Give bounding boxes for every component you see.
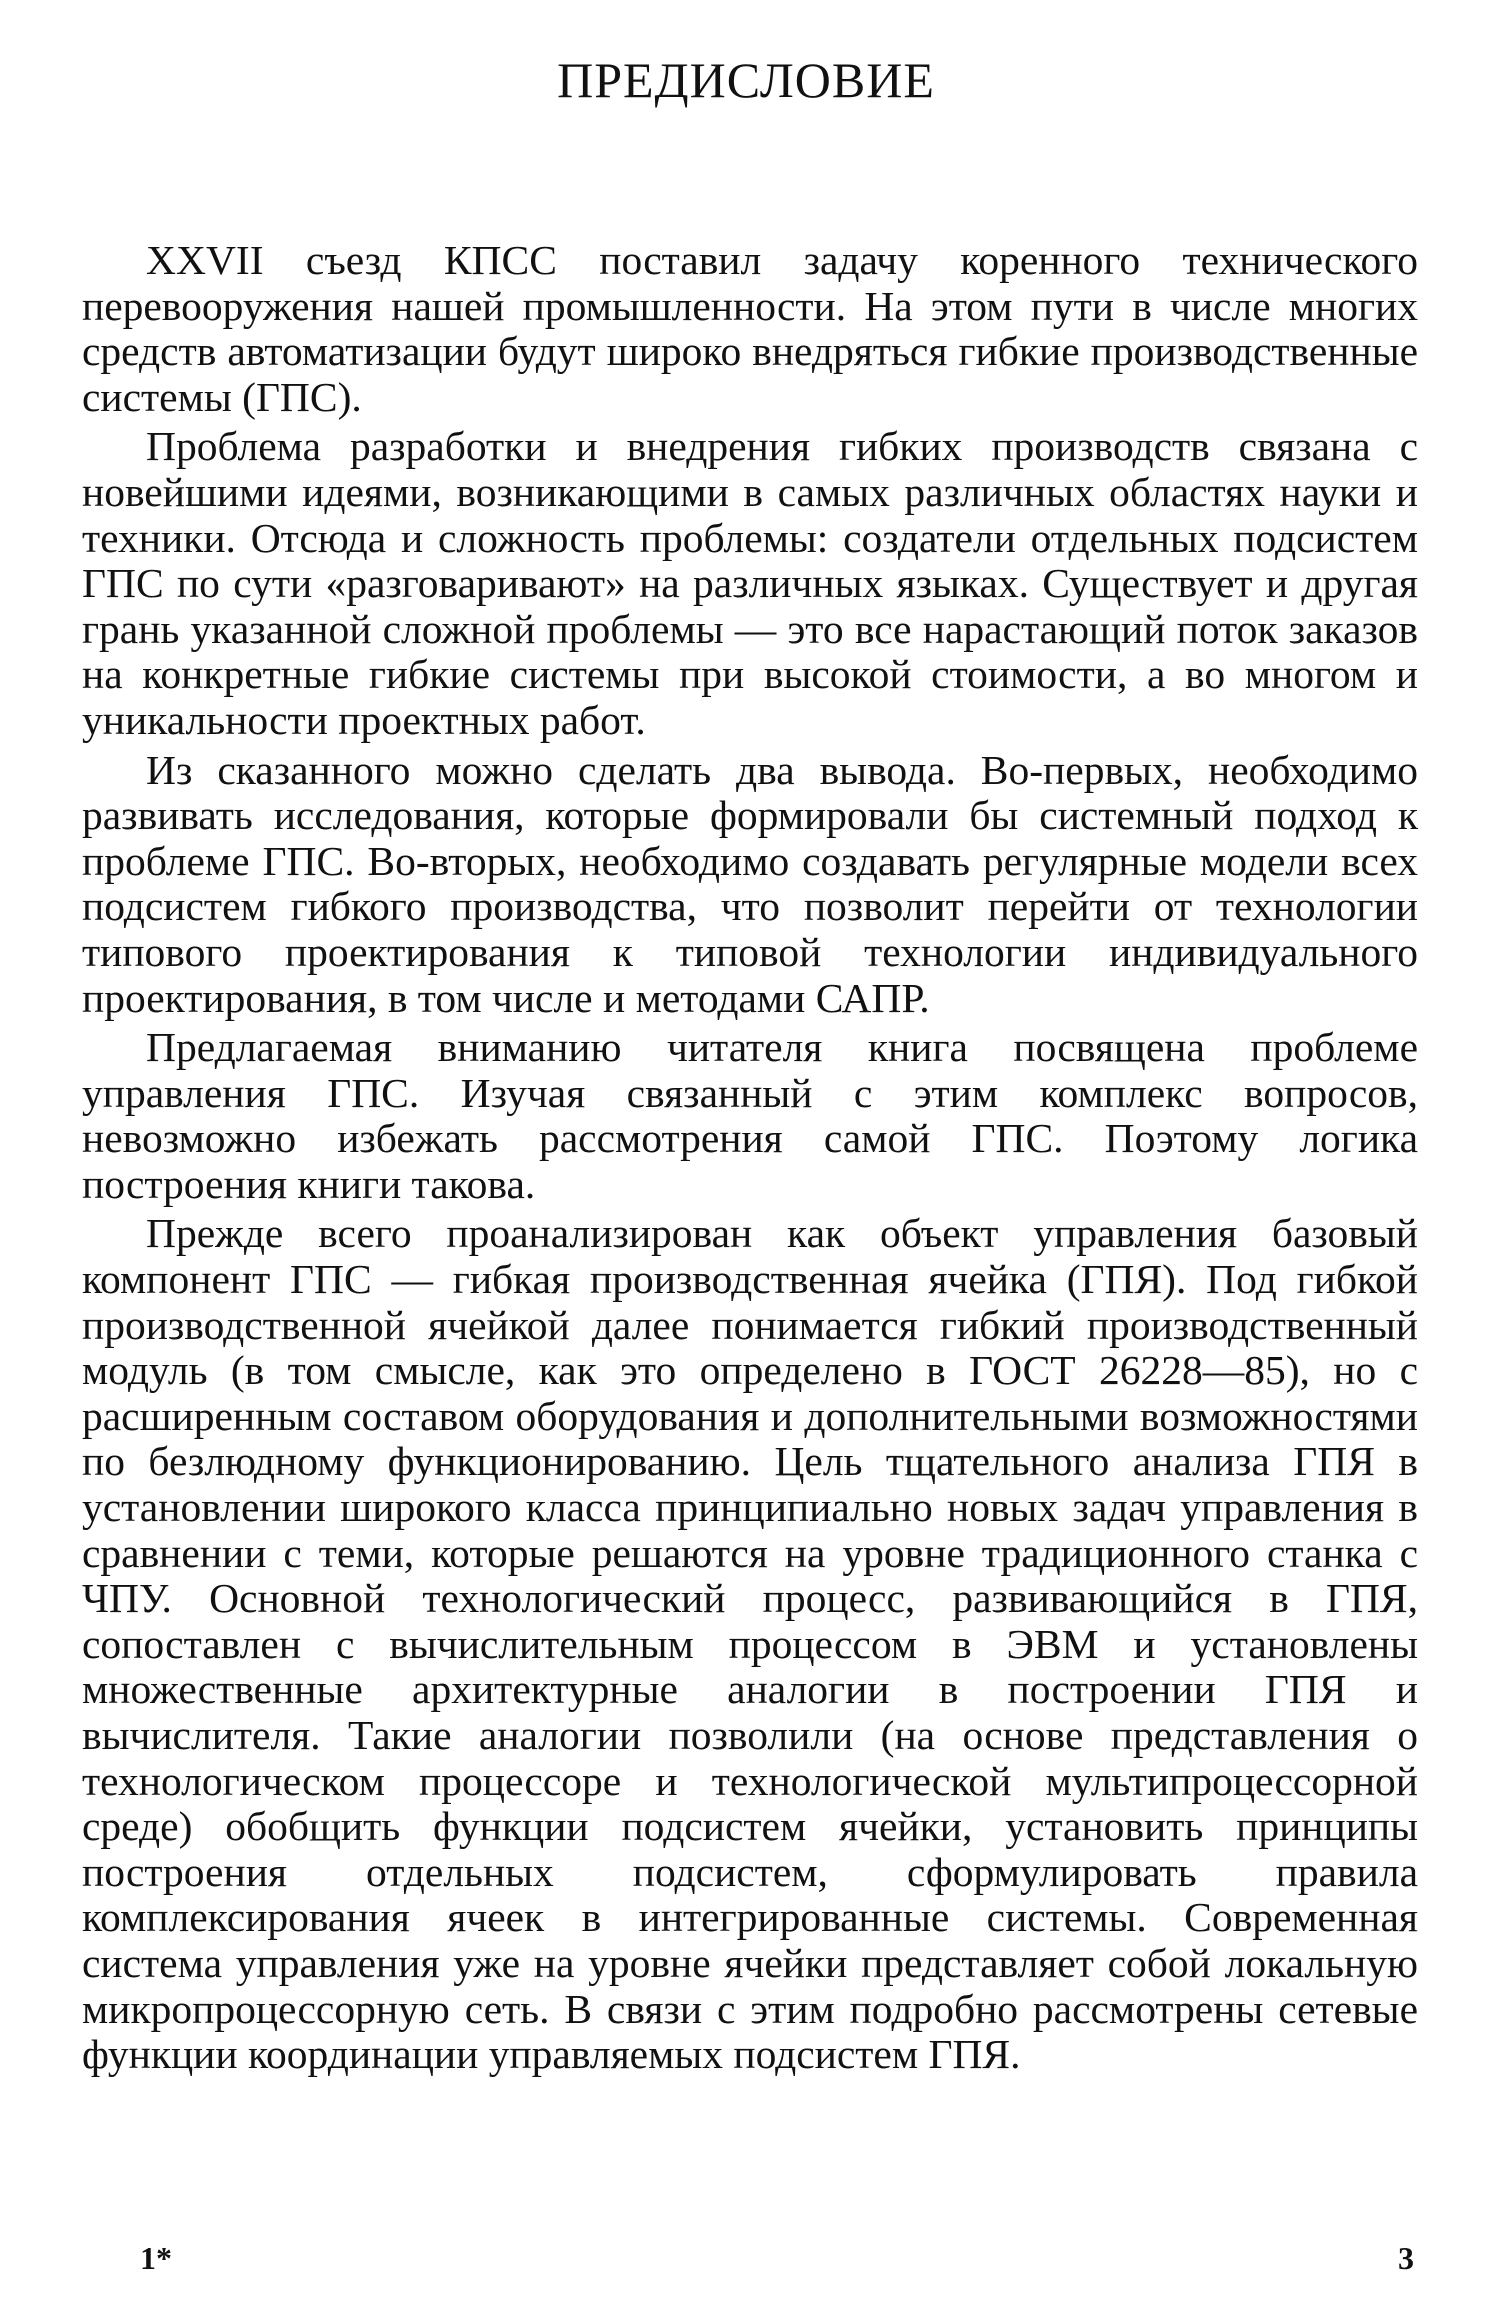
paragraph-2: Проблема разработки и внедрения гибких производств связана с новейшими идеями, возникающими в самых различных областях науки и техники. Отсюда и сложность проблемы: создатели отдельных подсистем ГПС по сути «разговаривают» на различных языках. Существует и другая грань указанной сложной проблемы — это все нарастающий поток заказов на конкретные гибкие системы при высокой стоимости, а во многом и уникальности проектных работ. (82, 423, 1418, 743)
signature-mark: 1* (140, 2240, 172, 2276)
paragraph-3: Из сказанного можно сделать два вывода. Во-первых, необходимо развивать исследования, которые формировали бы системный подход к проблеме ГПС. Во-вторых, необходимо создавать регулярные модели всех подсистем гибкого производства, что позволит перейти от технологии типового проектирования к типовой технологии индивидуального проектирования, в том числе и методами САПР. (82, 746, 1418, 1021)
paragraph-1: XXVII съезд КПСС поставил задачу коренного технического перевооружения нашей промышленности. На этом пути в числе многих средств автоматизации будут широко внедряться гибкие производственные системы (ГПС). (82, 237, 1418, 420)
paragraph-4: Предлагаемая вниманию читателя книга посвящена проблеме управления ГПС. Изучая связанный с этим комплекс вопросов, невозможно избежать рассмотрения самой ГПС. Поэтому логика построения книги такова. (82, 1024, 1418, 1207)
paragraph-5: Прежде всего проанализирован как объект управления базовый компонент ГПС — гибкая производственная ячейка (ГПЯ). Под гибкой производственной ячейкой далее понимается гибкий производственный модуль (в том смысле, как это определено в ГОСТ 26228—85), но с расширенным составом оборудования и дополнительными возможностями по безлюдному функционированию. Цель тщательного анализа ГПЯ в установлении широкого класса принципиально новых задач управления в сравнении с теми, которые решаются на уровне традиционного станка с ЧПУ. Основной технологический процесс, развивающийся в ГПЯ, сопоставлен с вычислительным процессом в ЭВМ и установлены множественные архитектурные аналогии в построении ГПЯ и вычислителя. Такие аналогии позволили (на основе представления о технологическом процессоре и технологической мультипроцессорной среде) обобщить функции подсистем ячейки, установить принципы построения отдельных подсистем, сформулировать правила комплексирования ячеек в интегрированные системы. Современная система управления уже на уровне ячейки представляет собой локальную микропроцессорную сеть. В связи с этим подробно рассмотрены сетевые функции координации управляемых подсистем ГПЯ. (82, 1210, 1418, 2078)
preface-body (82, 238, 1418, 2082)
page-number: 3 (1398, 2240, 1414, 2276)
page-title: ПРЕДИСЛОВИЕ (557, 52, 935, 108)
